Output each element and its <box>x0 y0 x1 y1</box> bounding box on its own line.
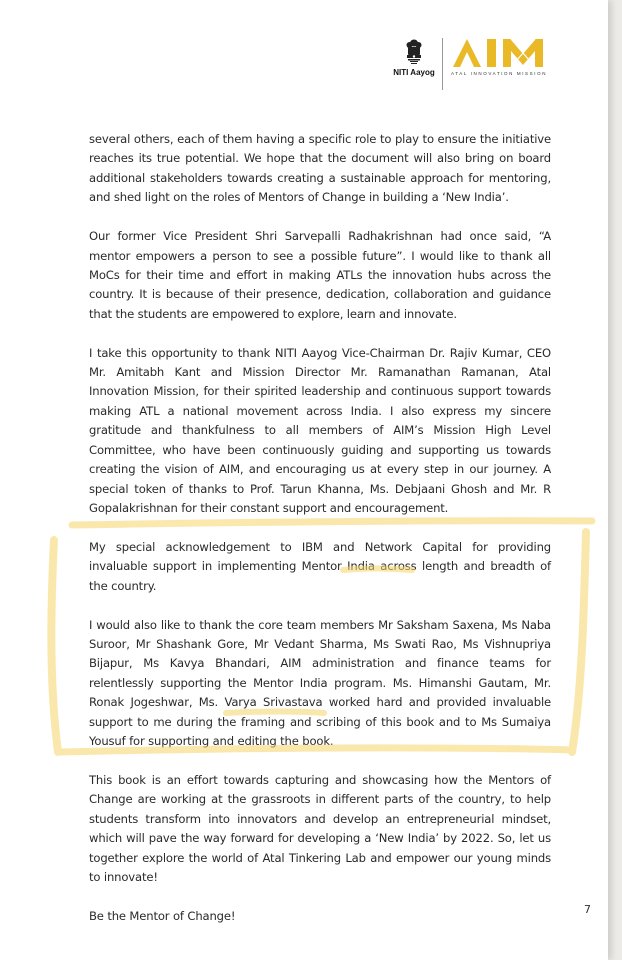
highlight-right-stroke <box>572 532 586 752</box>
niti-aayog-label: NITI Aayog <box>393 68 435 77</box>
paragraph-3: I take this opportunity to thank NITI Aayog Vice-Chairman Dr. Rajiv Kumar, CEO Mr. Amitabh Kant and Mission Director Mr. Ramanathan Ramanan, Atal Innovation Mission, for their spirited leadership and continuous support towards making ATL a national movement across India. I also express my sincere gratitude and thankfulness to all members of AIM’s Mission High Level Committee, who have been continuously guiding and supporting us towards creating the vision of AIM, and encouraging us at every step in our journey. A special token of thanks to Prof. Tarun Khanna, Ms. Debjaani Ghosh and Mr. R Gopalakrishnan for their constant support and encouragement. <box>89 345 551 515</box>
header-logos <box>392 38 559 90</box>
niti-aayog-logo <box>392 38 436 77</box>
highlight-left-stroke <box>51 540 58 752</box>
national-emblem-icon <box>405 38 423 66</box>
paragraph-2: Our former Vice President Shri Sarvepalli Radhakrishnan had once said, “A mentor empowers a person to see a possible future”. I would like to thank all MoCs for their time and effort in making ATLs the innovation hubs across the country. It is because of their presence, dedication, collaboration and guidance that the students are empowered to explore, learn and innovate. <box>89 229 551 321</box>
closing-line: Be the Mentor of Change! <box>89 908 236 923</box>
page-number: 7 <box>584 903 591 916</box>
paragraph-6: This book is an effort towards capturing and showcasing how the Mentors of Change are working at the grassroots in different parts of the country, to help students transform into innovators and develop an entrepreneurial mindset, which will pave the way forward for developing a ‘New India’ by 2022. So, let us together explore the world of Atal Tinkering Lab and empower our young minds to innovate! <box>89 772 551 884</box>
logo-divider <box>442 38 443 90</box>
aim-subtitle: ATAL INNOVATION MISSION <box>451 71 548 76</box>
paragraph-5: I would also like to thank the core team members Mr Saksham Saxena, Ms Naba Suroor, Mr Shashank Gore, Mr Vedant Sharma, Ms Swati Rao, Ms Vishnupriya Bijapur, Ms Kavya Bhandari, AIM administration and finance teams for relentlessly supporting the Mentor India program. Ms. Himanshi Gautam, Mr. Ronak Jogeshwar, Ms. Varya Srivastava worked hard and provided invaluable support to me during the framing and scribing of this book and to Ms Sumaiya Yousuf for supporting and editing the book. <box>89 617 551 748</box>
paragraph-1: several others, each of them having a specific role to play to ensure the initiative reaches its true potential. We hope that the document will also bring on board additional stakeholders towards creating a sustainable approach for mentoring, and shed light on the roles of Mentors of Change in building a ‘New India’. <box>89 132 551 205</box>
aim-logo-mark <box>451 38 559 68</box>
paragraph-4: My special acknowledgement to IBM and Network Capital for providing invaluable support in implementing Mentor India across length and breadth of the country. <box>89 539 551 593</box>
aim-logo <box>451 38 559 76</box>
body-text <box>89 130 551 926</box>
